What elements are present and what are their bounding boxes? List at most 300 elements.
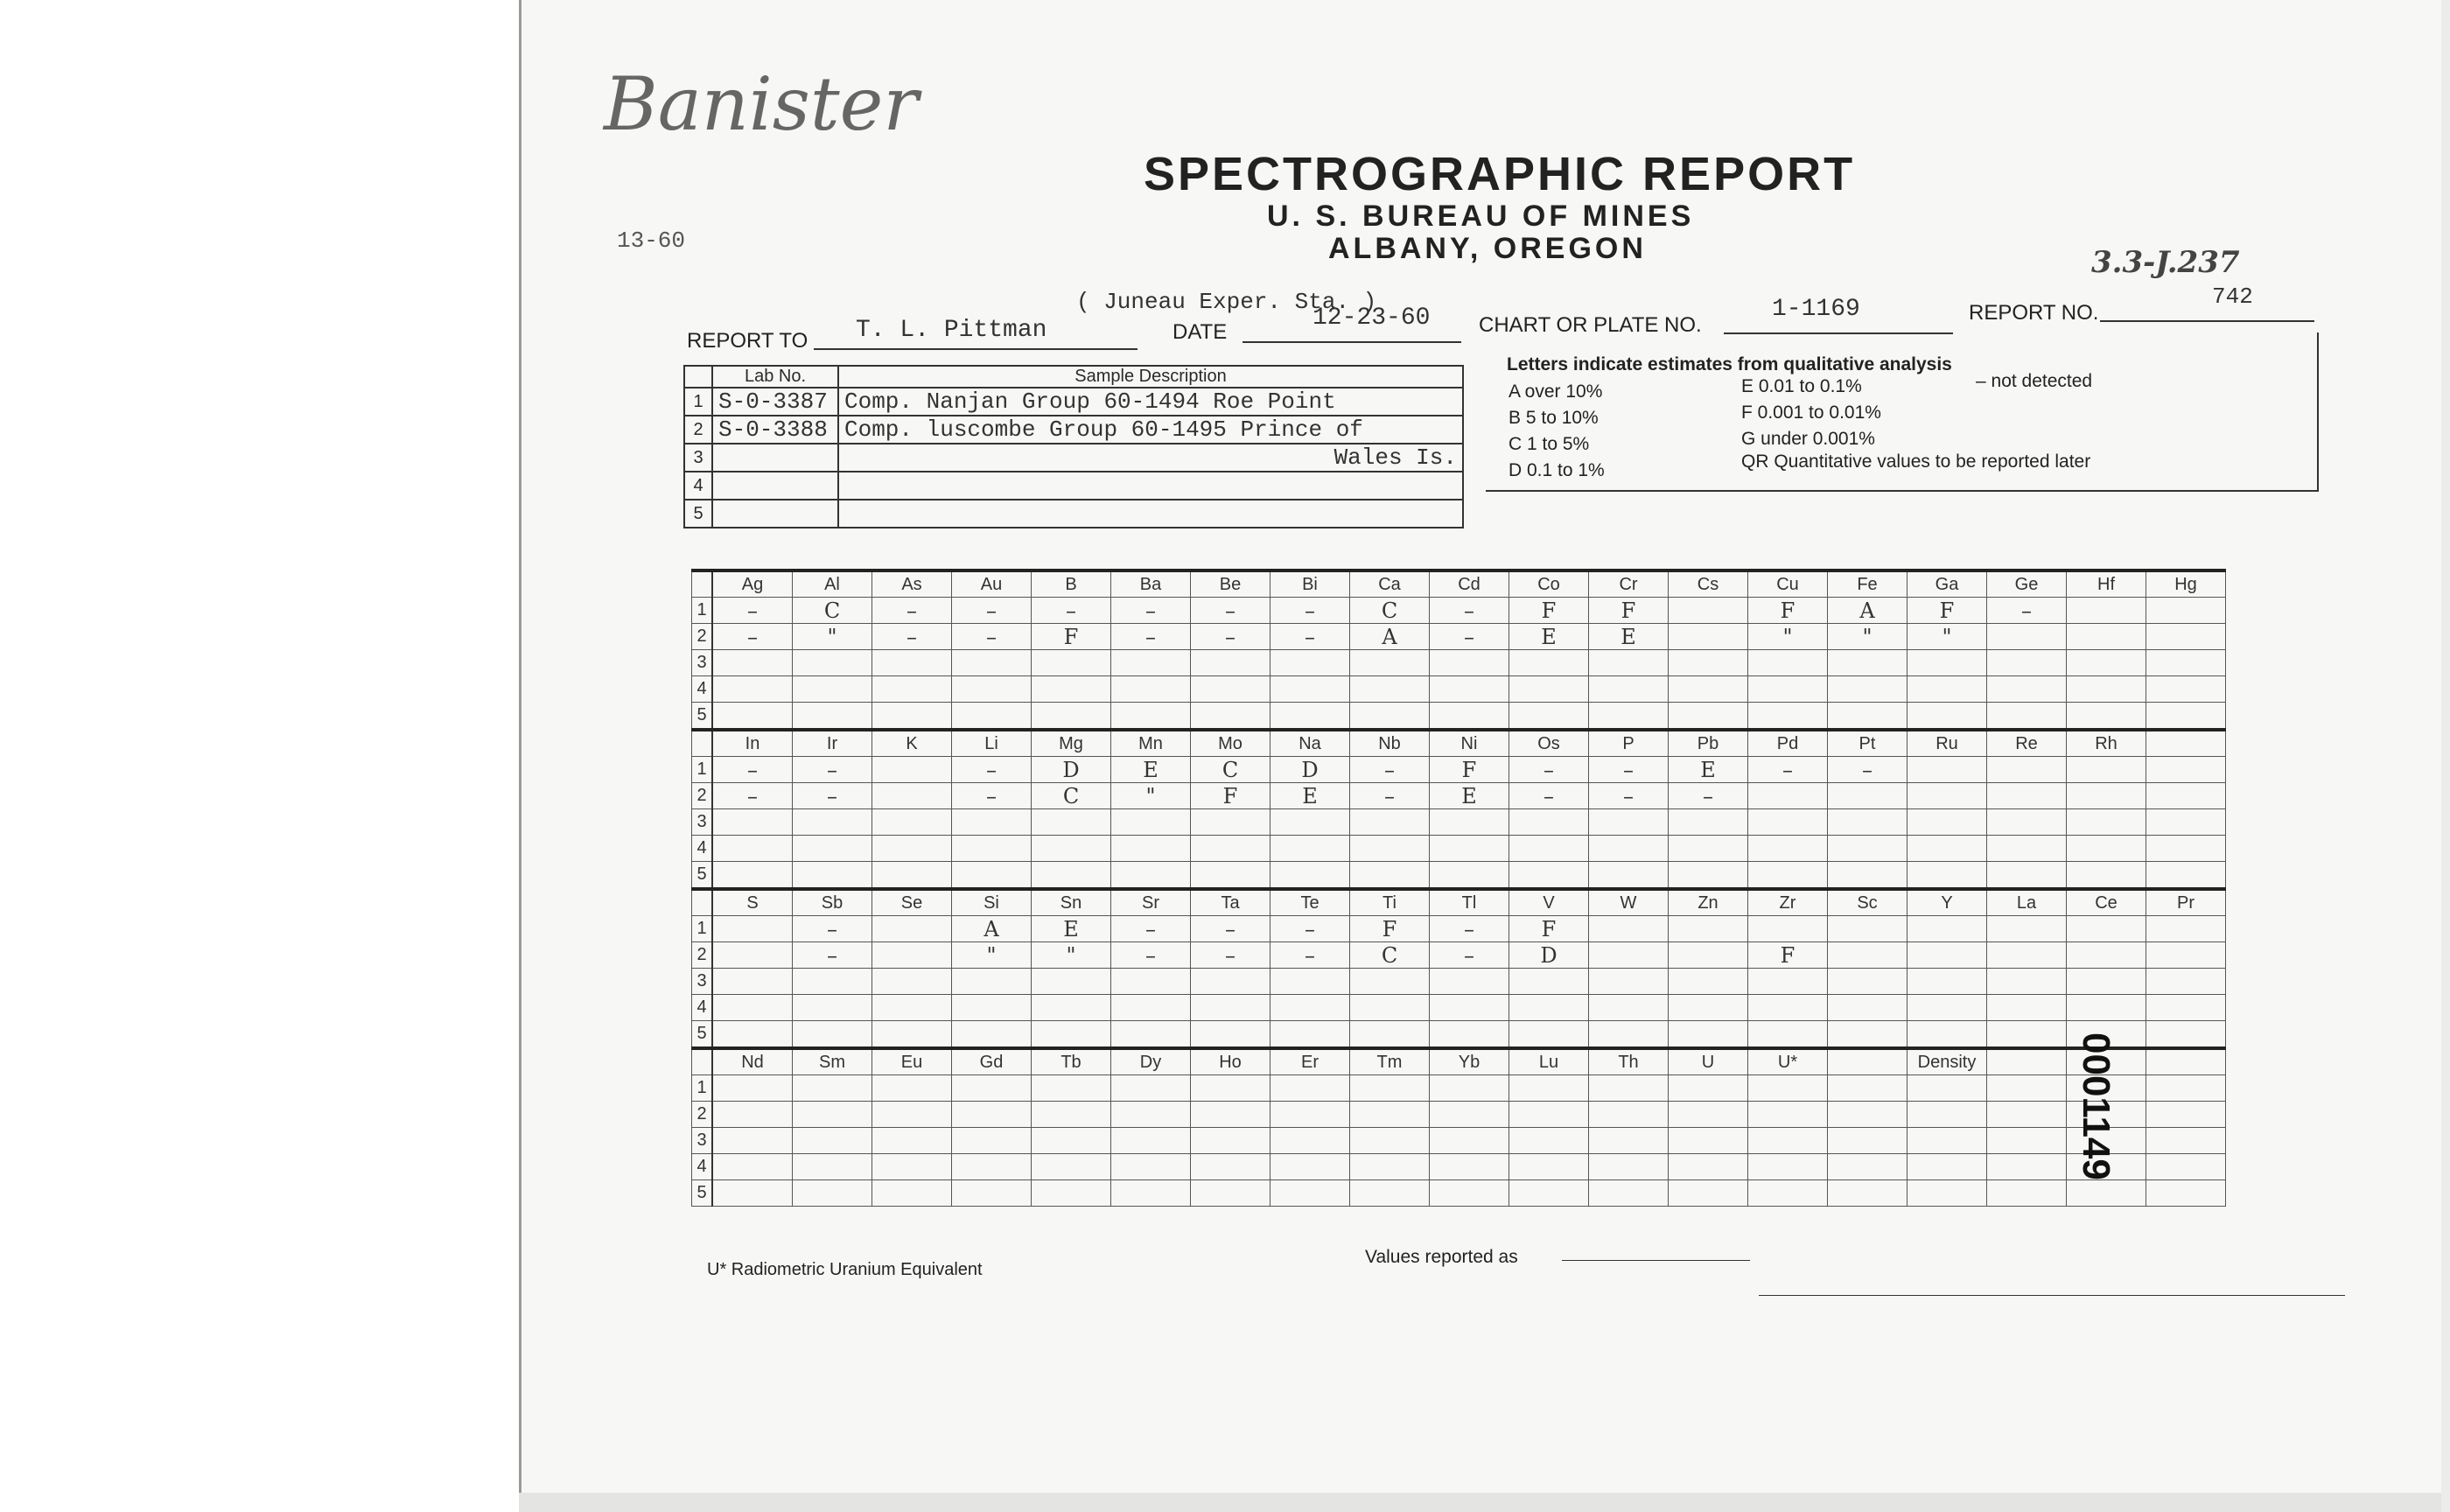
result-cell — [1270, 650, 1350, 676]
chart-value: 1-1169 — [1772, 296, 1860, 323]
result-cell — [1350, 995, 1430, 1021]
result-cell — [2146, 676, 2226, 703]
result-cell — [1748, 676, 1828, 703]
result-cell — [952, 676, 1032, 703]
result-cell — [2067, 676, 2146, 703]
result-row — [692, 1180, 2226, 1207]
result-cell — [1509, 995, 1589, 1021]
result-cell — [1828, 942, 1908, 969]
result-cell — [1748, 836, 1828, 862]
result-cell — [1191, 1021, 1270, 1049]
grid-corner — [692, 889, 713, 916]
element-symbol: As — [872, 570, 952, 598]
result-row — [692, 809, 2226, 836]
result-cell — [1828, 1075, 1908, 1102]
result-cell — [1350, 1021, 1430, 1049]
result-cell — [1032, 1075, 1111, 1102]
result-cell — [1908, 1021, 1987, 1049]
result-cell — [1748, 809, 1828, 836]
result-cell — [1111, 676, 1191, 703]
result-cell: E — [1111, 757, 1191, 783]
result-cell — [1589, 1102, 1669, 1128]
result-row — [692, 836, 2226, 862]
result-cell — [952, 703, 1032, 731]
result-cell — [1669, 969, 1748, 995]
element-symbol: Fe — [1828, 570, 1908, 598]
result-cell — [1350, 836, 1430, 862]
lab-number — [712, 472, 838, 500]
result-cell — [1987, 650, 2067, 676]
lab-number: S-0-3387 — [712, 388, 838, 416]
result-cell: " — [1111, 783, 1191, 809]
result-cell — [1111, 1075, 1191, 1102]
result-cell — [1748, 703, 1828, 731]
sample-description — [838, 500, 1463, 528]
result-cell — [1509, 1154, 1589, 1180]
result-cell — [2146, 969, 2226, 995]
result-cell — [1350, 1180, 1430, 1207]
report-title: SPECTROGRAPHIC REPORT — [1144, 148, 1856, 200]
result-cell: – — [793, 916, 872, 942]
result-cell: – — [1191, 942, 1270, 969]
legend-d: D 0.1 to 1% — [1508, 460, 1605, 480]
result-cell — [2146, 598, 2226, 624]
result-cell — [1509, 1021, 1589, 1049]
result-cell — [1748, 1128, 1828, 1154]
result-cell — [1987, 1021, 2067, 1049]
result-cell — [872, 676, 952, 703]
result-cell — [1987, 1075, 2067, 1102]
result-row — [692, 862, 2226, 890]
result-cell — [1589, 703, 1669, 731]
element-symbol: Cd — [1430, 570, 1509, 598]
result-cell — [2146, 757, 2226, 783]
result-cell — [1908, 1075, 1987, 1102]
result-cell: C — [793, 598, 872, 624]
result-cell — [712, 650, 793, 676]
result-cell — [2146, 624, 2226, 650]
result-cell: C — [1191, 757, 1270, 783]
result-cell — [1669, 995, 1748, 1021]
element-symbol: U* — [1748, 1048, 1828, 1075]
result-cell — [1191, 809, 1270, 836]
element-symbol: V — [1509, 889, 1589, 916]
result-cell — [1430, 1180, 1509, 1207]
result-cell — [1191, 703, 1270, 731]
result-cell — [872, 809, 952, 836]
element-symbol: K — [872, 730, 952, 757]
result-cell — [872, 1075, 952, 1102]
result-cell — [1908, 862, 1987, 890]
report-to-label: REPORT TO — [687, 329, 808, 353]
result-cell — [1430, 676, 1509, 703]
result-cell — [1908, 1154, 1987, 1180]
result-cell — [1669, 809, 1748, 836]
sample-row — [684, 416, 1463, 444]
result-row — [692, 703, 2226, 731]
result-cell — [1509, 1075, 1589, 1102]
result-row — [692, 1128, 2226, 1154]
result-cell: – — [1111, 624, 1191, 650]
element-symbol: Pr — [2146, 889, 2226, 916]
element-symbol: Sc — [1828, 889, 1908, 916]
legend-not-detected: – not detected — [1976, 371, 2093, 391]
result-cell: F — [1430, 757, 1509, 783]
result-cell — [2067, 783, 2146, 809]
result-cell — [952, 1075, 1032, 1102]
result-cell — [1748, 969, 1828, 995]
result-cell — [952, 1180, 1032, 1207]
element-symbol: Lu — [1509, 1048, 1589, 1075]
result-cell — [872, 969, 952, 995]
result-cell — [1828, 1102, 1908, 1128]
result-cell — [793, 1154, 872, 1180]
result-cell — [1987, 836, 2067, 862]
result-cell — [1828, 916, 1908, 942]
result-cell — [1032, 995, 1111, 1021]
element-symbol: Ba — [1111, 570, 1191, 598]
result-cell: D — [1032, 757, 1111, 783]
result-cell — [2067, 703, 2146, 731]
result-cell — [712, 1128, 793, 1154]
element-symbol: Nb — [1350, 730, 1430, 757]
result-cell: – — [1589, 757, 1669, 783]
result-cell — [1191, 862, 1270, 890]
element-symbol: Be — [1191, 570, 1270, 598]
result-cell — [1589, 1021, 1669, 1049]
result-cell: – — [1430, 916, 1509, 942]
result-cell — [1111, 836, 1191, 862]
result-cell — [1191, 1180, 1270, 1207]
result-cell: F — [1748, 598, 1828, 624]
result-cell — [1032, 676, 1111, 703]
result-cell: – — [1270, 598, 1350, 624]
result-cell — [1828, 1021, 1908, 1049]
result-cell — [1350, 809, 1430, 836]
result-cell — [1350, 1128, 1430, 1154]
result-cell — [1032, 809, 1111, 836]
result-cell — [793, 995, 872, 1021]
result-cell — [1669, 598, 1748, 624]
result-cell: – — [712, 598, 793, 624]
result-cell — [1908, 676, 1987, 703]
result-cell: A — [1350, 624, 1430, 650]
result-cell — [1669, 650, 1748, 676]
result-cell — [1350, 650, 1430, 676]
result-cell — [1191, 676, 1270, 703]
result-cell: " — [1828, 624, 1908, 650]
result-cell — [1111, 1021, 1191, 1049]
element-symbol: Mo — [1191, 730, 1270, 757]
row-number: 1 — [692, 757, 713, 783]
grid-corner — [692, 730, 713, 757]
result-cell — [1987, 995, 2067, 1021]
result-cell — [1987, 1180, 2067, 1207]
element-symbol: Cs — [1669, 570, 1748, 598]
result-cell — [2146, 1180, 2226, 1207]
sample-description-header: Sample Description — [838, 366, 1463, 388]
element-symbol: Tm — [1350, 1048, 1430, 1075]
element-symbol: Ga — [1908, 570, 1987, 598]
result-cell — [793, 1180, 872, 1207]
element-symbol: Hf — [2067, 570, 2146, 598]
result-cell — [1430, 1075, 1509, 1102]
result-cell — [1908, 1102, 1987, 1128]
result-cell: – — [1191, 624, 1270, 650]
element-symbol: B — [1032, 570, 1111, 598]
row-number: 4 — [684, 472, 712, 500]
result-cell — [1270, 969, 1350, 995]
element-symbol: Li — [952, 730, 1032, 757]
result-cell — [1828, 836, 1908, 862]
element-symbol: Eu — [872, 1048, 952, 1075]
file-code: 3.3-J.237 — [2091, 245, 2240, 280]
result-cell — [872, 1154, 952, 1180]
element-symbol: W — [1589, 889, 1669, 916]
result-row — [692, 783, 2226, 809]
result-cell: – — [1191, 916, 1270, 942]
element-symbol: In — [712, 730, 793, 757]
result-cell — [2067, 757, 2146, 783]
result-cell — [1270, 1128, 1350, 1154]
result-cell: – — [872, 598, 952, 624]
result-cell — [712, 676, 793, 703]
result-cell — [712, 1075, 793, 1102]
element-symbol: Co — [1509, 570, 1589, 598]
row-number: 3 — [692, 1128, 713, 1154]
result-cell — [952, 862, 1032, 890]
result-cell — [1589, 1180, 1669, 1207]
element-symbol — [1987, 1048, 2067, 1075]
result-cell — [1987, 1154, 2067, 1180]
result-cell — [1669, 1128, 1748, 1154]
result-cell — [952, 650, 1032, 676]
result-cell — [1669, 942, 1748, 969]
result-cell — [1430, 1102, 1509, 1128]
result-row — [692, 942, 2226, 969]
result-cell — [712, 862, 793, 890]
result-cell — [1350, 703, 1430, 731]
result-cell: – — [1270, 942, 1350, 969]
result-cell: – — [1350, 783, 1430, 809]
result-cell — [1270, 862, 1350, 890]
result-cell — [1908, 783, 1987, 809]
result-cell — [1669, 836, 1748, 862]
result-cell — [1908, 916, 1987, 942]
result-cell — [1908, 809, 1987, 836]
result-cell — [712, 916, 793, 942]
result-cell — [1032, 1102, 1111, 1128]
sample-description — [838, 472, 1463, 500]
result-cell — [712, 1021, 793, 1049]
result-cell: – — [793, 757, 872, 783]
result-cell — [2067, 969, 2146, 995]
row-number: 4 — [692, 995, 713, 1021]
element-symbol: Ni — [1430, 730, 1509, 757]
result-cell — [1748, 1075, 1828, 1102]
element-symbol: Re — [1987, 730, 2067, 757]
row-number: 1 — [692, 598, 713, 624]
result-cell — [1828, 862, 1908, 890]
result-cell — [1032, 836, 1111, 862]
result-cell — [1270, 836, 1350, 862]
result-cell — [1191, 1102, 1270, 1128]
lab-number: S-0-3388 — [712, 416, 838, 444]
chart-label: CHART OR PLATE NO. — [1479, 313, 1702, 337]
result-cell — [1509, 969, 1589, 995]
result-cell — [793, 809, 872, 836]
result-row — [692, 624, 2226, 650]
result-cell — [1589, 1075, 1669, 1102]
result-cell — [1908, 1128, 1987, 1154]
grid-corner — [692, 1048, 713, 1075]
result-cell — [1908, 969, 1987, 995]
sample-table — [683, 365, 1464, 528]
result-cell — [1509, 836, 1589, 862]
result-cell — [1111, 1180, 1191, 1207]
row-number: 4 — [692, 676, 713, 703]
sheet-bottom-edge — [519, 1493, 2450, 1512]
sample-description: Wales Is. — [838, 444, 1463, 472]
element-grid — [691, 569, 2226, 1207]
result-cell: F — [1509, 598, 1589, 624]
lab-number — [712, 444, 838, 472]
element-symbol: Dy — [1111, 1048, 1191, 1075]
element-symbol: Mn — [1111, 730, 1191, 757]
result-cell — [1589, 916, 1669, 942]
result-cell: – — [1987, 598, 2067, 624]
result-cell — [1350, 862, 1430, 890]
result-cell — [1987, 969, 2067, 995]
element-symbol: Mg — [1032, 730, 1111, 757]
result-cell — [1032, 862, 1111, 890]
result-cell — [1032, 1021, 1111, 1049]
result-row — [692, 1154, 2226, 1180]
result-cell — [712, 1180, 793, 1207]
result-cell — [1191, 995, 1270, 1021]
result-cell: F — [1589, 598, 1669, 624]
element-symbol: Cu — [1748, 570, 1828, 598]
result-cell — [2067, 809, 2146, 836]
element-symbol: Th — [1589, 1048, 1669, 1075]
result-cell — [1828, 703, 1908, 731]
element-symbol: Hg — [2146, 570, 2226, 598]
result-cell — [1908, 1180, 1987, 1207]
result-row — [692, 916, 2226, 942]
result-cell — [1509, 862, 1589, 890]
result-cell — [952, 836, 1032, 862]
result-cell — [1669, 862, 1748, 890]
element-symbol: P — [1589, 730, 1669, 757]
serial-stamp: 0001149 — [2075, 1032, 2118, 1180]
result-cell: – — [952, 757, 1032, 783]
row-number: 3 — [684, 444, 712, 472]
result-cell — [712, 969, 793, 995]
element-header-row — [692, 1048, 2226, 1075]
result-row — [692, 1021, 2226, 1049]
result-cell: – — [1270, 624, 1350, 650]
result-cell — [1748, 995, 1828, 1021]
sample-row — [684, 388, 1463, 416]
result-cell — [1270, 1075, 1350, 1102]
result-cell — [872, 916, 952, 942]
result-cell — [1987, 783, 2067, 809]
sheet-right-edge — [2441, 0, 2450, 1512]
result-cell — [872, 650, 952, 676]
result-cell — [1111, 809, 1191, 836]
result-cell — [1111, 650, 1191, 676]
result-cell — [952, 809, 1032, 836]
result-cell: – — [793, 942, 872, 969]
result-cell — [1430, 650, 1509, 676]
result-cell — [1509, 676, 1589, 703]
result-cell — [872, 1180, 952, 1207]
result-cell — [1270, 1180, 1350, 1207]
result-row — [692, 757, 2226, 783]
sample-description: Comp. Nanjan Group 60-1494 Roe Point — [838, 388, 1463, 416]
result-cell — [1589, 969, 1669, 995]
result-cell — [1748, 783, 1828, 809]
result-cell — [1350, 1075, 1430, 1102]
result-cell: " — [793, 624, 872, 650]
result-cell — [1191, 1154, 1270, 1180]
uranium-note: U* Radiometric Uranium Equivalent — [707, 1260, 983, 1279]
report-no-label: REPORT NO. — [1969, 301, 2099, 325]
result-cell — [793, 969, 872, 995]
result-cell: F — [1350, 916, 1430, 942]
report-no-value: 742 — [2212, 284, 2253, 310]
result-cell — [1350, 1154, 1430, 1180]
result-cell — [1191, 969, 1270, 995]
result-cell: – — [952, 783, 1032, 809]
result-cell — [1032, 703, 1111, 731]
row-number: 4 — [692, 836, 713, 862]
result-cell: – — [712, 757, 793, 783]
row-number: 2 — [692, 624, 713, 650]
margin-note: 13-60 — [617, 228, 686, 254]
result-cell: " — [952, 942, 1032, 969]
result-row — [692, 650, 2226, 676]
element-symbol: U — [1669, 1048, 1748, 1075]
result-cell — [1191, 836, 1270, 862]
result-cell — [793, 676, 872, 703]
result-cell: " — [1032, 942, 1111, 969]
element-symbol: Ru — [1908, 730, 1987, 757]
result-cell — [2146, 703, 2226, 731]
legend-e: E 0.01 to 0.1% — [1741, 376, 1862, 396]
result-cell: E — [1032, 916, 1111, 942]
result-cell: E — [1270, 783, 1350, 809]
result-cell — [1908, 995, 1987, 1021]
result-cell — [1669, 1180, 1748, 1207]
result-cell — [1509, 809, 1589, 836]
result-cell — [1828, 809, 1908, 836]
result-cell — [2067, 624, 2146, 650]
legend-qr: QR Quantitative values to be reported later — [1741, 452, 2091, 472]
result-cell — [712, 809, 793, 836]
result-cell — [1669, 1021, 1748, 1049]
row-number: 2 — [684, 416, 712, 444]
row-number: 1 — [692, 1075, 713, 1102]
result-cell — [1350, 969, 1430, 995]
result-cell — [1589, 995, 1669, 1021]
result-cell — [1987, 624, 2067, 650]
result-cell — [1350, 676, 1430, 703]
result-cell — [1270, 995, 1350, 1021]
element-symbol: Os — [1509, 730, 1589, 757]
element-symbol: Sn — [1032, 889, 1111, 916]
result-cell — [1908, 757, 1987, 783]
